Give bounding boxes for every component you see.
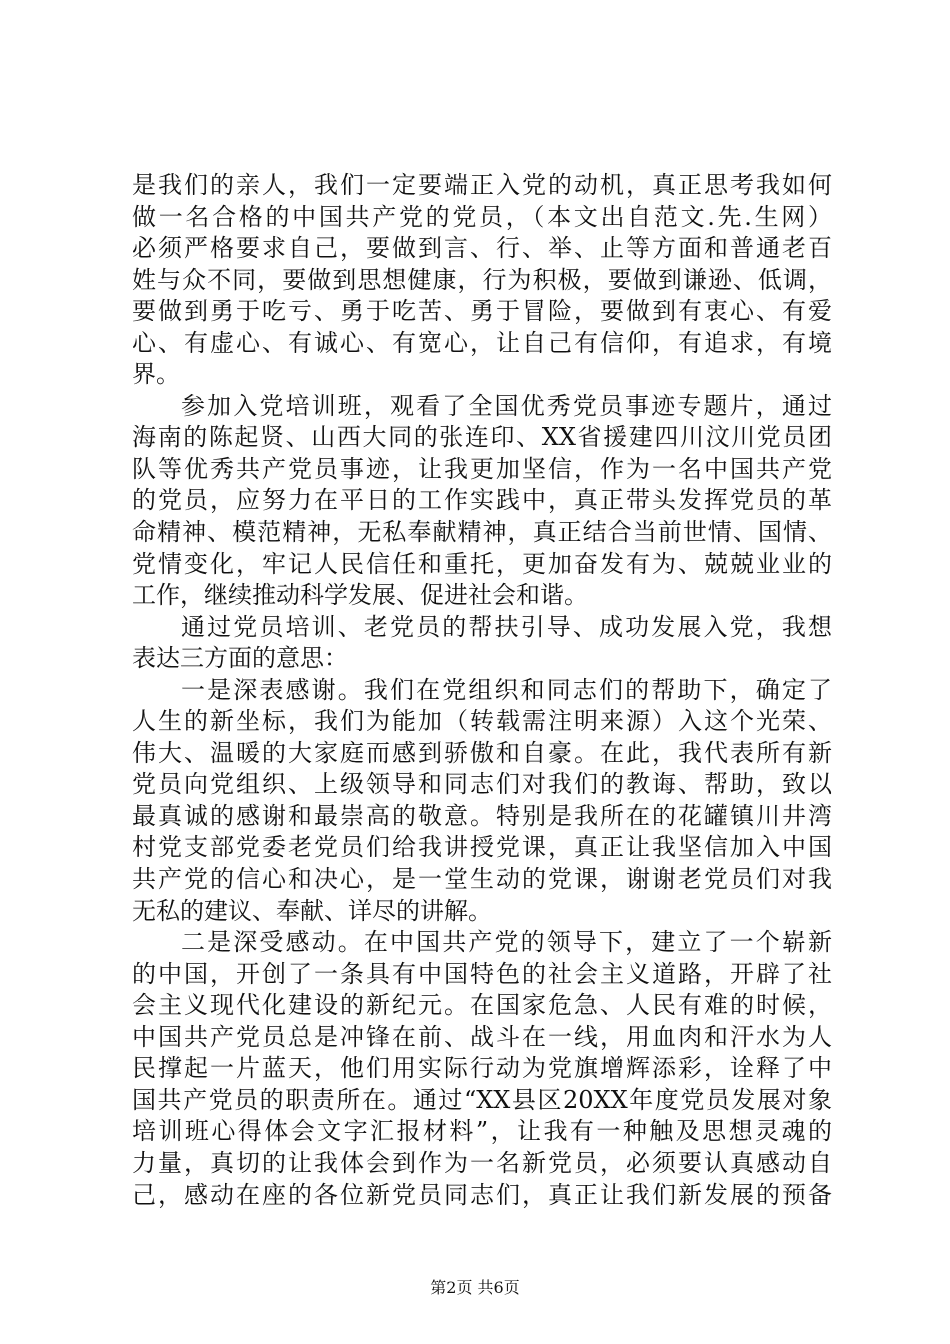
page-footer: 第2页 共6页 <box>430 1278 520 1297</box>
text-line: 的党员，应努力在平日的工作实践中，真正带头发挥党员的革 <box>132 486 832 515</box>
document-body <box>132 170 832 1211</box>
text-line: 最真诚的感谢和最崇高的敬意。特别是我所在的花罐镇川井湾 <box>132 801 832 830</box>
text-line: 通过党员培训、老党员的帮扶引导、成功发展入党，我想 <box>181 612 832 641</box>
text-line: 共产党的信心和决心，是一堂生动的党课，谢谢老党员们对我 <box>132 865 832 894</box>
text-line: 二是深受感动。在中国共产党的领导下，建立了一个崭新 <box>181 928 832 957</box>
text-line: 党员向党组织、上级领导和同志们对我们的教诲、帮助，致以 <box>132 770 832 799</box>
text-line: 的中国，开创了一条具有中国特色的社会主义道路，开辟了社 <box>132 959 832 988</box>
text-line: 心、有虚心、有诚心、有宽心，让自己有信仰，有追求，有境 <box>132 328 832 357</box>
text-line: 参加入党培训班，观看了全国优秀党员事迹专题片，通过 <box>181 391 832 420</box>
text-line: 做一名合格的中国共产党的党员，（本文出自范文.先.生网） <box>132 202 832 231</box>
text-line: 会主义现代化建设的新纪元。在国家危急、人民有难的时候， <box>132 991 832 1020</box>
text-line: 人生的新坐标，我们为能加（转载需注明来源）入这个光荣、 <box>132 707 832 736</box>
text-line: 必须严格要求自己，要做到言、行、举、止等方面和普通老百 <box>132 234 832 263</box>
text-line: 队等优秀共产党员事迹，让我更加坚信，作为一名中国共产党 <box>132 454 832 483</box>
text-line: 力量，真切的让我体会到作为一名新党员，必须要认真感动自 <box>132 1148 832 1177</box>
text-line: 民撑起一片蓝天，他们用实际行动为党旗增辉添彩，诠释了中 <box>132 1054 832 1083</box>
text-line: 中国共产党员总是冲锋在前、战斗在一线，用血肉和汗水为人 <box>132 1022 832 1051</box>
text-line: 村党支部党委老党员们给我讲授党课，真正让我坚信加入中国 <box>132 833 832 862</box>
text-line: 党情变化，牢记人民信任和重托，更加奋发有为、兢兢业业的 <box>132 549 832 578</box>
text-line: 己，感动在座的各位新党员同志们，真正让我们新发展的预备 <box>132 1180 832 1209</box>
text-line: 界。 <box>132 360 180 389</box>
text-line: 姓与众不同，要做到思想健康，行为积极，要做到谦逊、低调， <box>132 265 832 294</box>
text-line: 培训班心得体会文字汇报材料”，让我有一种触及思想灵魂的 <box>132 1117 832 1146</box>
text-line: 国共产党员的职责所在。通过“XX县区20XX年度党员发展对象 <box>132 1085 832 1114</box>
text-line: 是我们的亲人，我们一定要端正入党的动机，真正思考我如何 <box>132 171 832 199</box>
text-line: 无私的建议、奉献、详尽的讲解。 <box>132 896 492 925</box>
text-line: 要做到勇于吃亏、勇于吃苦、勇于冒险，要做到有衷心、有爱 <box>132 297 832 326</box>
text-line: 海南的陈起贤、山西大同的张连印、XX省援建四川汶川党员团 <box>132 423 832 452</box>
text-line: 一是深表感谢。我们在党组织和同志们的帮助下，确定了 <box>181 675 832 704</box>
text-line: 表达三方面的意思： <box>132 644 348 673</box>
text-line: 伟大、温暖的大家庭而感到骄傲和自豪。在此，我代表所有新 <box>132 738 832 767</box>
text-line: 工作，继续推动科学发展、促进社会和谐。 <box>132 581 588 610</box>
text-line: 命精神、模范精神，无私奉献精神，真正结合当前世情、国情、 <box>132 518 832 547</box>
